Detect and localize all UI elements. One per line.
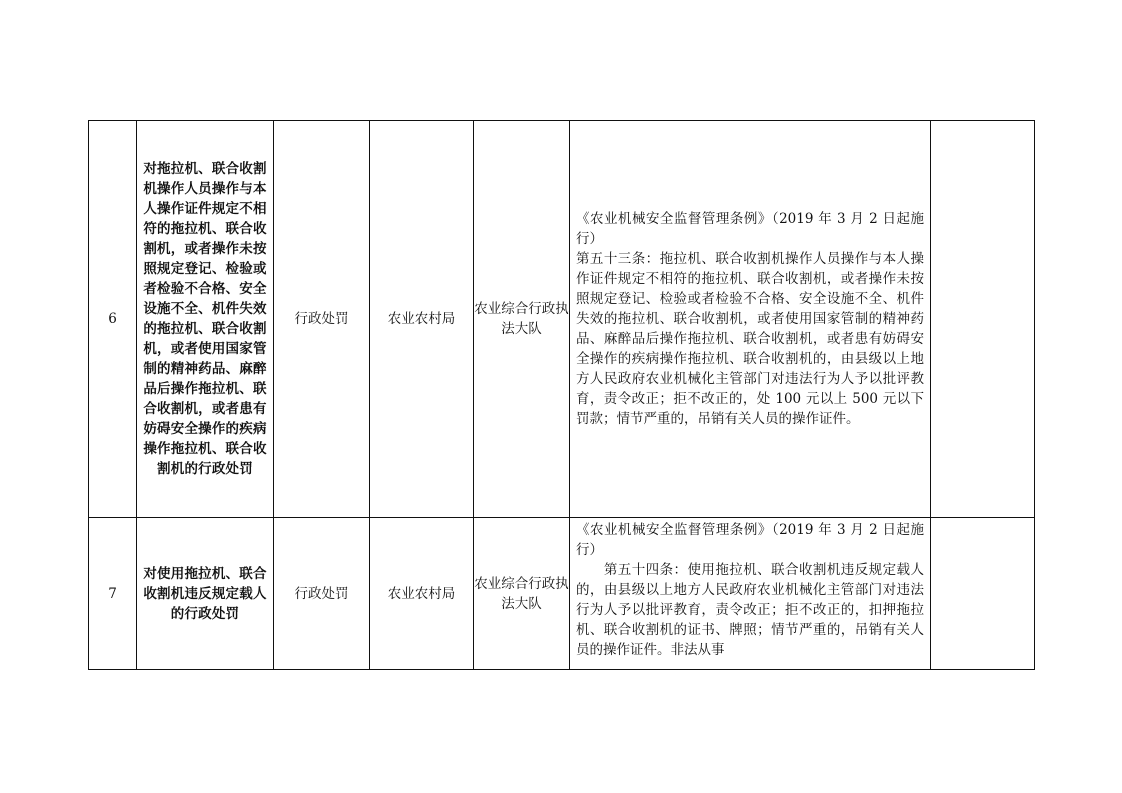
power-type: 行政处罚 <box>274 121 370 518</box>
remarks <box>931 518 1035 670</box>
item-name: 对拖拉机、联合收割机操作人员操作与本人操作证件规定不相符的拖拉机、联合收割机，或者操作未按照规定登记、检验或者检验不合格、安全设施不全、机件失效的拖拉机、联合收割机，或者使用国家管制的精神药品、麻醉品后操作拖拉机、联合收割机，或者患有妨碍安全操作的疾病操作拖拉机、联合收割机的行政处罚 <box>143 161 267 477</box>
row-number: 7 <box>89 518 137 670</box>
remarks <box>931 121 1035 518</box>
power-type: 行政处罚 <box>274 518 370 670</box>
item-name-cell <box>137 518 274 670</box>
item-name: 对使用拖拉机、联合收割机违反规定载人的行政处罚 <box>143 565 267 622</box>
legal-basis: 《农业机械安全监督管理条例》（2019 年 3 月 2 日起施行） 第五十三条：拖拉机、联合收割机操作人员操作与本人操作证件规定不相符的拖拉机、联合收割机，或者操作未按照规定登记、检验或者检验不合格、安全设施不全、机件失效的拖拉机、联合收割机，或者使用国家管制的精神药品、麻醉品后操作拖拉机、联合收割机，或者患有妨碍安全操作的疾病操作拖拉机、联合收割机的，由县级以上地方人民政府农业机械化主管部门对违法行为人予以批评教育，责令改正；拒不改正的，处 100 元以上 500 元以下罚款；情节严重的，吊销有关人员的操作证件。 <box>576 211 924 427</box>
legal-basis-cell <box>570 518 931 670</box>
department: 农业农村局 <box>370 518 474 670</box>
table-row <box>89 121 1035 518</box>
table-row <box>89 518 1035 670</box>
legal-basis-cell <box>570 121 931 518</box>
item-name-cell <box>137 121 274 518</box>
enforcement-unit: 农业综合行政执法大队 <box>474 121 570 518</box>
enforcement-unit: 农业综合行政执法大队 <box>474 518 570 670</box>
enforcement-table <box>88 120 1035 670</box>
department: 农业农村局 <box>370 121 474 518</box>
legal-basis: 《农业机械安全监督管理条例》（2019 年 3 月 2 日起施行） 第五十四条：使用拖拉机、联合收割机违反规定载人的，由县级以上地方人民政府农业机械化主管部门对违法行为人予以批评教育，责令改正；拒不改正的，扣押拖拉机、联合收割机的证书、牌照；情节严重的，吊销有关人员的操作证件。非法从事 <box>576 522 924 658</box>
row-number: 6 <box>89 121 137 518</box>
